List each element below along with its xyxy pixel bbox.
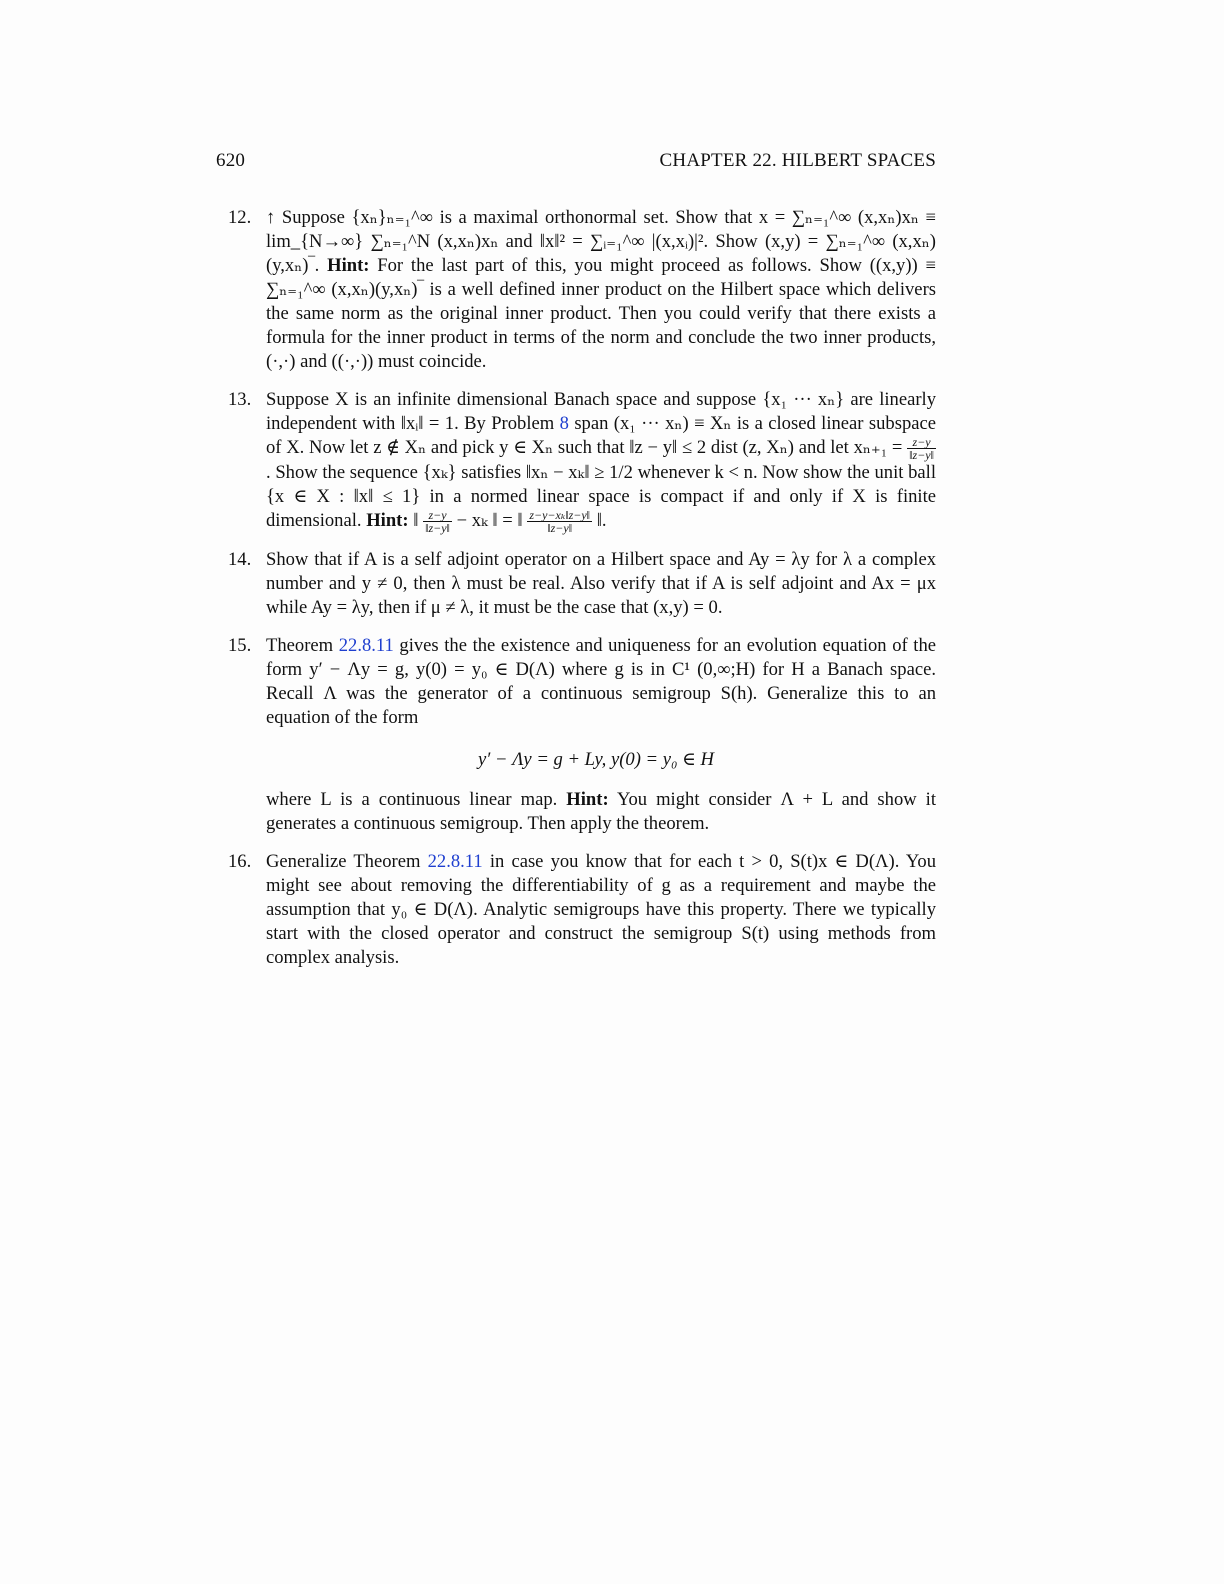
problem-12 xyxy=(228,206,936,374)
hint-expression: − xₖ ‖ = ‖ xyxy=(451,510,528,532)
problem-text-after xyxy=(266,788,936,836)
fraction xyxy=(527,509,592,534)
theorem-reference-link[interactable]: 22.8.11 xyxy=(338,635,394,657)
fraction-numerator: z−y xyxy=(907,436,936,449)
problem-text xyxy=(266,206,936,374)
problem-number: 13. xyxy=(228,389,252,410)
problem-statement: Suppose X is an infinite dimensional Banach space and suppose {x₁ ··· xₙ} are linearly independent with ‖xᵢ‖ = 1. By Problem xyxy=(266,389,936,434)
fraction-numerator: z−y−xₖ‖z−y‖ xyxy=(529,508,591,523)
hint-label: Hint: xyxy=(566,789,609,811)
running-header xyxy=(216,150,936,172)
problem-text: Show that if A is a self adjoint operator on a Hilbert space and Ay = λy for λ a complex number and y ≠ 0, then λ must be real. Also verify that if A is self adjoint and Ax = μx while Ay = λy, then if μ ≠ λ, it must be the case that (x,y) = 0. xyxy=(266,549,936,619)
problem-statement: ↑ Suppose {xₙ}ₙ₌₁^∞ is a maximal orthonormal set. Show that x = ∑ₙ₌₁^∞ (x,xₙ)xₙ ≡ lim_{N→∞} ∑ₙ₌₁^N (x,xₙ)xₙ and ‖x‖² = ∑ᵢ₌₁^∞ |(x,xᵢ)|². Show (x,y) = ∑ₙ₌₁^∞ (x,xₙ)(y,xₙ)‾. xyxy=(266,207,936,276)
problem-statement: Theorem xyxy=(266,635,339,657)
hint-label: Hint: xyxy=(366,510,409,532)
page-number: 620 xyxy=(216,150,246,171)
hint-text: You might consider Λ + L and show it generates a continuous semigroup. Then apply the theorem. xyxy=(266,789,937,835)
hint-label: Hint: xyxy=(327,255,370,276)
problem-statement-cont: span (x₁ ··· xₙ) ≡ Xₙ is a closed linear subspace of X. Now let z ∉ Xₙ and pick y ∈ Xₙ such that ‖z − y‖ ≤ 2 dist (z, Xₙ) and let xₙ₊₁ = xyxy=(266,413,936,458)
problem-number: 12. xyxy=(228,207,252,228)
problem-number: 14. xyxy=(228,549,252,571)
fraction xyxy=(423,509,452,534)
problem-number: 15. xyxy=(228,635,252,657)
hint-expression: ‖ xyxy=(408,510,424,532)
fraction-denominator: ‖z−y‖ xyxy=(425,521,450,536)
problem-text xyxy=(266,634,936,730)
problem-16 xyxy=(228,850,936,970)
chapter-title: CHAPTER 22. HILBERT SPACES xyxy=(659,150,936,171)
problem-number: 16. xyxy=(228,851,252,873)
fraction-numerator: z−y xyxy=(423,509,452,522)
problem-statement-cont: . Show the sequence {xₖ} satisfies ‖xₙ − xₖ‖ ≥ 1/2 whenever k < n. Now show the unit ball {x ∈ X : ‖x‖ ≤ 1} in a normed linear space is compact if and only if X is finite dimensional. xyxy=(266,462,936,532)
problem-statement: Generalize Theorem xyxy=(266,851,428,873)
fraction-denominator: ‖z−y‖ xyxy=(909,448,934,463)
problem-text xyxy=(266,388,936,534)
fraction-denominator: ‖z−y‖ xyxy=(547,521,573,536)
problem-14 xyxy=(228,548,936,620)
display-equation: y′ − Λy = g + Ly, y(0) = y₀ ∈ H xyxy=(478,749,714,771)
problem-13 xyxy=(228,388,936,534)
fraction xyxy=(907,436,936,461)
problem-statement-cont: where L is a continuous linear map. xyxy=(266,789,567,811)
hint-expression: ‖. xyxy=(592,510,607,532)
problem-reference-link[interactable]: 8 xyxy=(559,413,569,434)
problem-statement-cont: in case you know that for each t > 0, S(t)x ∈ D(Λ). You might see about removing the differentiability of g as a requirement and maybe the assumption that y₀ ∈ D(Λ). Analytic semigroups have this property. There we typically start with the closed operator and construct the semigroup S(t) using methods from complex analysis. xyxy=(266,851,936,969)
theorem-reference-link[interactable]: 22.8.11 xyxy=(427,851,483,873)
problem-list xyxy=(228,206,936,984)
hint-text: For the last part of this, you might proceed as follows. Show ((x,y)) ≡ ∑ₙ₌₁^∞ (x,xₙ)(y,xₙ)‾ is a well defined inner product on the Hilbert space which delivers the same norm as the original inner product. Then you could verify that there exists a formula for the inner product in terms of the norm and conclude the two inner products, (·,·) and ((·,·)) must coincide. xyxy=(266,255,936,372)
problem-text xyxy=(266,850,936,970)
problem-statement-cont: gives the the existence and uniqueness for an evolution equation of the form y′ − Λy = g, y(0) = y₀ ∈ D(Λ) where g is in C¹ (0,∞;H) for H a Banach space. Recall Λ was the generator of a continuous semigroup S(h). Generalize this to an equation of the form xyxy=(266,635,936,729)
problem-15 xyxy=(228,634,936,836)
